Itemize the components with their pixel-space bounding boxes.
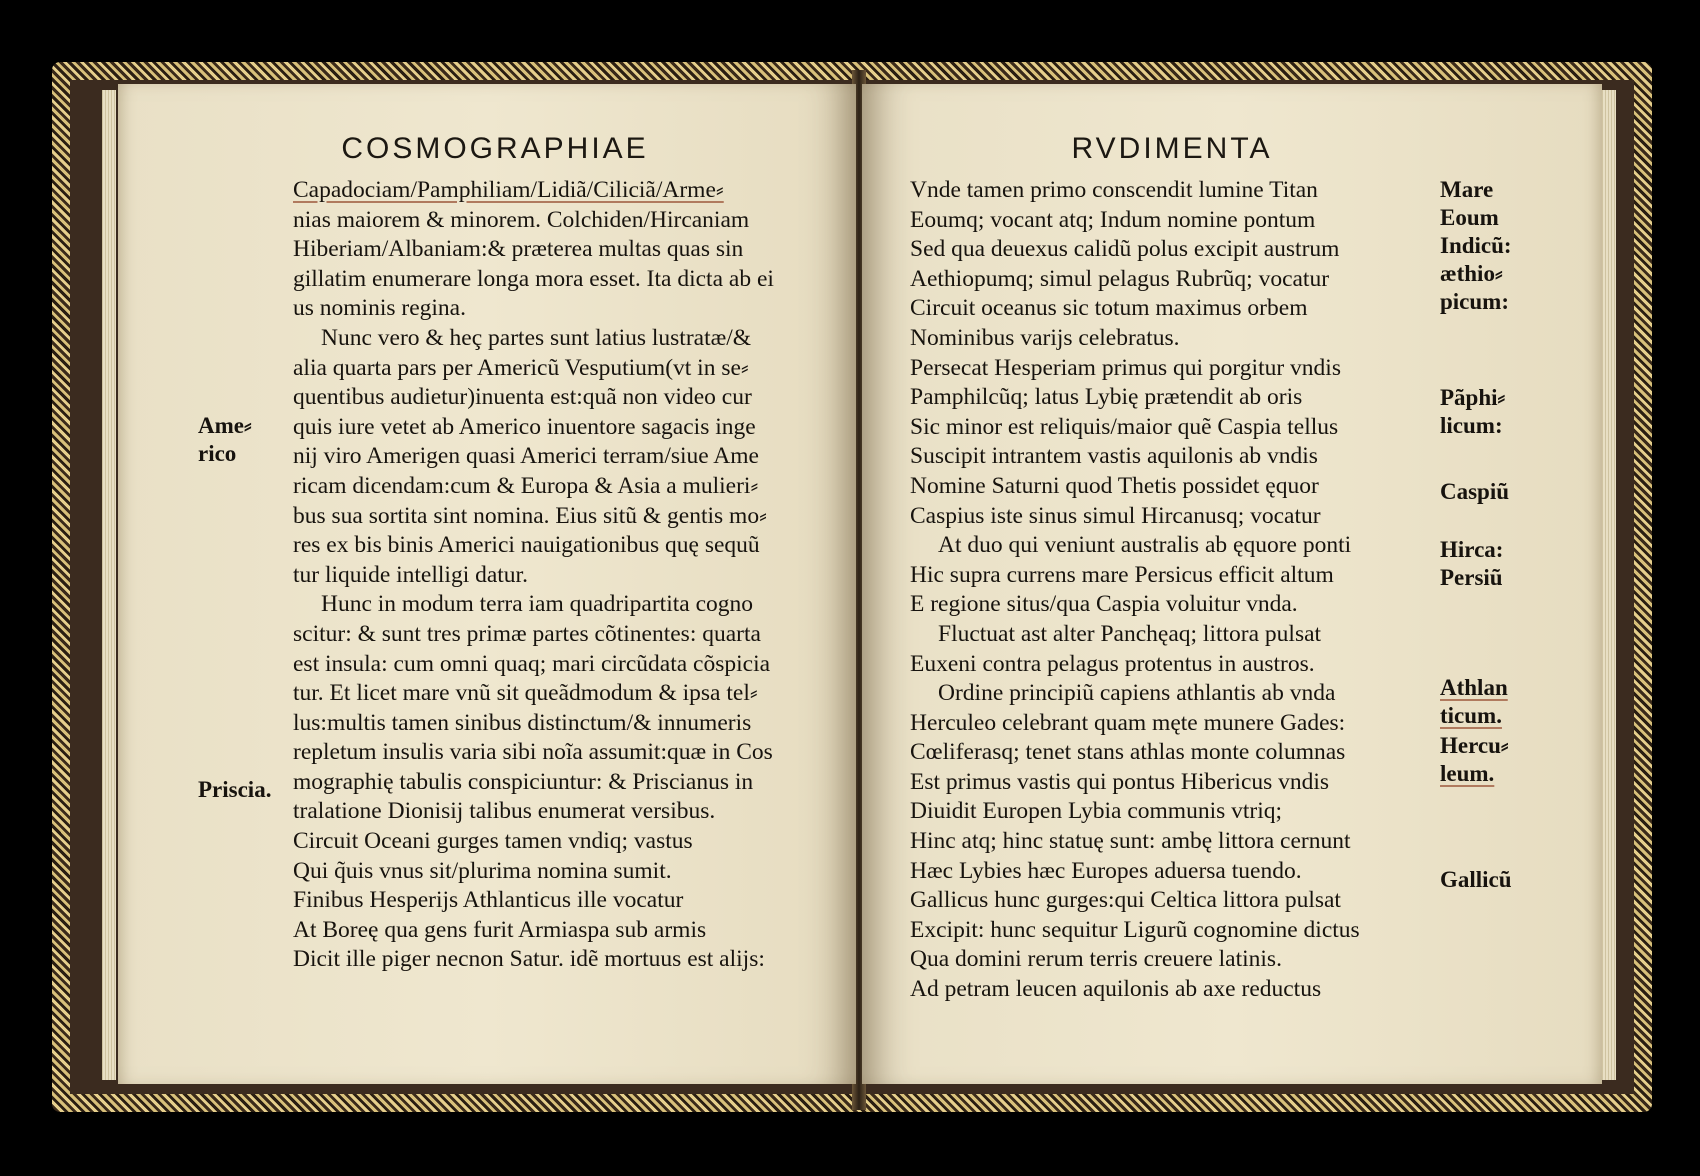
right-page-heading: RVDIMENTA <box>1071 132 1273 165</box>
text-line: quentibus audietur)inuenta est:quã non video cur <box>293 384 752 411</box>
text-line: Finibus Hesperijs Athlanticus ille vocatur <box>293 887 684 914</box>
text-line: Eoumq; vocant atq; Indum nomine pontum <box>910 206 1316 233</box>
text-line: Ordine principiũ capiens athlantis ab vnda <box>938 680 1336 707</box>
margin-note-gallicum: Gallicũ <box>1440 867 1512 892</box>
text-line: At duo qui veniunt australis ab ęquore ponti <box>938 532 1352 559</box>
text-line: Suscipit intrantem vastis aquilonis ab vndis <box>910 443 1318 470</box>
left-page-text <box>293 176 774 975</box>
margin-note-aethio: æthio⸗ <box>1440 261 1503 286</box>
text-line: mographię tabulis conspiciuntur: & Priscianus in <box>293 768 754 795</box>
left-page-heading: COSMOGRAPHIAE <box>341 132 649 165</box>
margin-note-caspium: Caspiũ <box>1440 479 1510 504</box>
text-line: Persecat Hesperiam primus qui porgitur vndis <box>910 354 1341 381</box>
margin-note-eoum: Eoum <box>1440 205 1499 230</box>
text-line: tur. Et licet mare vnũ sit queãdmodum & ipsa tel⸗ <box>293 680 758 707</box>
text-line: repletum insulis varia sibi noĩa assumit:quæ in Cos <box>293 739 773 766</box>
margin-note-persium: Persiũ <box>1440 565 1503 590</box>
margin-note-paphi: Pãphi⸗ <box>1440 385 1506 410</box>
text-line: Excipit: hunc sequitur Ligurũ cognomine dictus <box>910 916 1360 943</box>
text-line: Nunc vero & heç partes sunt latius lustratæ/& <box>321 324 752 351</box>
margin-note-picum: picum: <box>1440 289 1509 314</box>
text-line: bus sua sortita sint nomina. Eius sitũ & gentis mo⸗ <box>293 502 767 529</box>
right-page <box>862 84 1602 1084</box>
margin-note-athlan: Athlan <box>1440 675 1508 700</box>
margin-note-hercu: Hercu⸗ <box>1440 733 1509 758</box>
text-line: est insula: cum omni quaq; mari circũdata cõspicia <box>293 650 771 677</box>
margin-note-leum: leum. <box>1440 761 1495 786</box>
text-line: Pamphilcũq; latus Lybię prætendit ab oris <box>910 384 1303 411</box>
text-line: Cœliferasq; tenet stans athlas monte columnas <box>910 739 1346 766</box>
text-line: Sic minor est reliquis/maior quẽ Caspia tellus <box>910 413 1339 440</box>
text-line: Hiberiam/Albaniam:& præterea multas quas sin <box>293 236 744 263</box>
text-line: Qua domini rerum terris creuere latinis. <box>910 946 1282 973</box>
text-line: E regione situs/qua Caspia voluitur vnda. <box>910 591 1298 618</box>
right-page-text <box>910 176 1360 1005</box>
right-page-edges <box>1602 90 1616 1080</box>
margin-note-ame: Ame⸗ <box>198 413 252 438</box>
text-line: Circuit Oceani gurges tamen vndiq; vastus <box>293 828 693 855</box>
margin-note-licum: licum: <box>1440 413 1503 438</box>
text-line: res ex bis binis Americi nauigationibus quę sequũ <box>293 532 760 559</box>
margin-note-hirca: Hirca: <box>1440 537 1504 562</box>
margin-note-mare: Mare <box>1440 177 1494 202</box>
text-line: Nominibus varijs celebratus. <box>910 324 1180 351</box>
text-line: Hunc in modum terra iam quadripartita cogno <box>321 591 754 618</box>
text-line: alia quarta pars per Americũ Vesputium(vt in se⸗ <box>293 354 749 381</box>
left-page <box>118 84 856 1084</box>
text-line: Circuit oceanus sic totum maximus orbem <box>910 295 1308 322</box>
text-line: Fluctuat ast alter Panchęaq; littora pulsat <box>938 620 1322 647</box>
text-line: Vnde tamen primo conscendit lumine Titan <box>910 177 1318 203</box>
text-line: scitur: & sunt tres primæ partes cõtinentes: quarta <box>293 620 761 647</box>
margin-note-rico: rico <box>198 441 237 466</box>
text-line: Sed qua deuexus calidũ polus excipit austrum <box>910 236 1340 263</box>
text-line: Est primus vastis qui pontus Hibericus vndis <box>910 768 1330 795</box>
text-line: Dicit ille piger necnon Satur. idẽ mortuus est alijs: <box>293 946 765 973</box>
text-line: us nominis regina. <box>293 295 466 322</box>
text-line: Nomine Saturni quod Thetis possidet ęquor <box>910 472 1319 499</box>
text-line: lus:multis tamen sinibus distinctum/& innumeris <box>293 709 752 736</box>
text-line: gillatim enumerare longa mora esset. Ita dicta ab ei <box>293 265 774 292</box>
text-line: Qui q̃uis vnus sit/plurima nomina sumit. <box>293 857 672 884</box>
text-line: Hinc atq; hinc statuę sunt: ambę littora cernunt <box>910 828 1351 855</box>
text-line: nias maiorem & minorem. Colchiden/Hircaniam <box>293 206 750 233</box>
left-page-edges <box>102 90 116 1080</box>
text-line: tur liquide intelligi datur. <box>293 561 528 588</box>
text-line: ricam dicendam:cum & Europa & Asia a mulieri⸗ <box>293 472 759 499</box>
margin-note-priscia: Priscia. <box>198 777 272 802</box>
text-line: At Boreę qua gens furit Armiaspa sub armis <box>293 916 707 943</box>
text-line: Capadociam/Pamphiliam/Lidiã/Ciliciã/Arme⸗ <box>293 177 724 203</box>
margin-note-ticum: ticum. <box>1440 703 1502 728</box>
margin-note-indicum: Indicũ: <box>1440 233 1512 258</box>
text-line: Aethiopumq; simul pelagus Rubrũq; vocatur <box>910 265 1330 292</box>
text-line: Caspius iste sinus simul Hircanusq; vocatur <box>910 502 1321 529</box>
text-line: tralatione Dionisij talibus enumerat versibus. <box>293 798 716 825</box>
text-line: Herculeo celebrant quam męte munere Gades: <box>910 709 1346 736</box>
text-line: Gallicus hunc gurges:qui Celtica littora pulsat <box>910 887 1341 914</box>
text-line: quis iure vetet ab Americo inuentore sagacis inge <box>293 413 756 440</box>
text-line: Euxeni contra pelagus protentus in austros. <box>910 650 1315 677</box>
text-line: Diuidit Europen Lybia communis vtriq; <box>910 798 1283 825</box>
text-line: Hæc Lybies hæc Europes aduersa tuendo. <box>910 857 1302 884</box>
text-line: Hic supra currens mare Persicus efficit altum <box>910 561 1334 588</box>
text-line: nij viro Amerigen quasi Americi terram/siue Ame <box>293 443 759 470</box>
text-line: Ad petram leucen aquilonis ab axe reductus <box>910 976 1322 1003</box>
